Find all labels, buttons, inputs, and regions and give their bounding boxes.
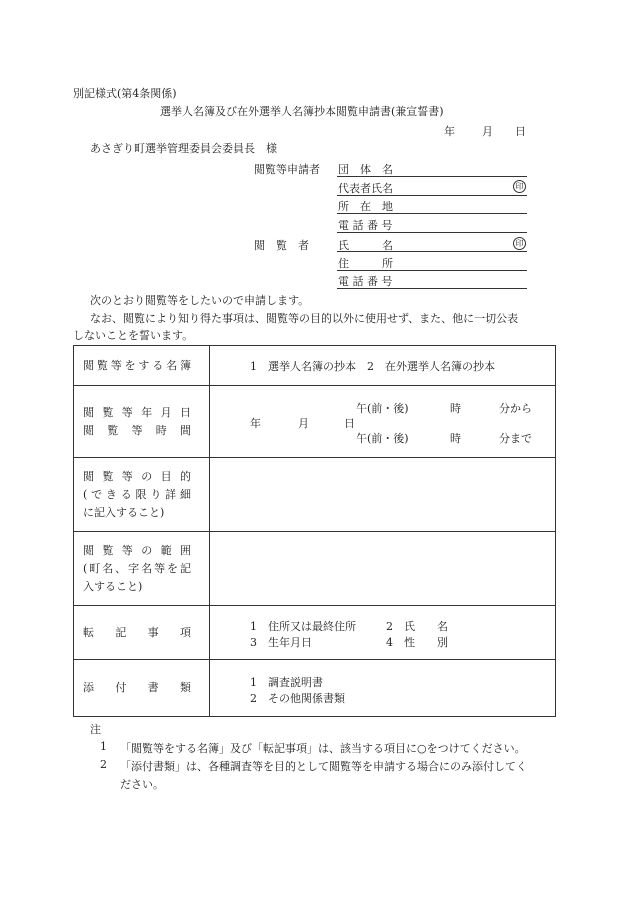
form-title: 選挙人名簿及び在外選挙人名簿抄本閲覧申請書(兼宣誓書)	[160, 105, 444, 118]
scope-label-cell	[74, 532, 210, 606]
purpose-label-cell	[74, 458, 210, 532]
applicant-section-label: 閲覧等申請者	[254, 163, 320, 176]
transcription-label-cell	[74, 606, 210, 660]
list-type-options: 1 選挙人名簿の抄本 2 在外選挙人名簿の抄本	[250, 360, 495, 373]
viewer-section-label: 閲 覧 者	[254, 239, 309, 252]
table-row	[74, 660, 556, 717]
attachments-label: 添付書類	[83, 681, 191, 694]
table-row	[74, 386, 556, 458]
from-ampm: 午(前・後)	[356, 402, 409, 415]
viewer-address-field[interactable]	[337, 270, 527, 271]
note-2-text: 「添付書類」は、各種調査等を目的として閲覧等を申請する場合にのみ添付してく	[120, 760, 527, 773]
note-2-text-cont: ださい。	[120, 778, 164, 791]
transcription-label: 転記事項	[83, 625, 191, 639]
attachments-value-cell[interactable]	[210, 660, 556, 717]
to-ampm: 午(前・後)	[356, 432, 409, 445]
transcription-item-sex: 4 性 別	[386, 636, 448, 649]
purpose-value-cell[interactable]	[210, 458, 556, 532]
date-month-label: 月	[482, 125, 493, 138]
org-name-label: 団 体 名	[338, 163, 393, 176]
viewer-address-label: 住 所	[338, 257, 393, 270]
view-date-year: 年	[250, 417, 261, 430]
attachment-item-explanation: 1 調査説明書	[250, 676, 323, 689]
viewer-phone-label: 電 話 番 号	[338, 275, 393, 288]
phone-field[interactable]	[337, 232, 527, 233]
transcription-item-name: 2 氏 名	[386, 620, 448, 633]
scope-note-cont: 入すること)	[83, 579, 143, 593]
statement-apply: 次のとおり閲覧等をしたいので申請します。	[90, 294, 310, 307]
table-row	[74, 606, 556, 660]
rep-name-label: 代表者氏名	[338, 182, 393, 195]
transcription-item-birthdate: 3 生年月日	[250, 636, 312, 649]
address-field[interactable]	[337, 213, 527, 214]
datetime-label-cell	[74, 386, 210, 458]
to-minute: 分まで	[499, 432, 532, 445]
datetime-value-cell[interactable]	[210, 386, 556, 458]
date-year-label: 年	[444, 125, 455, 138]
table-row	[74, 346, 556, 386]
time-label: 閲覧等時間	[83, 423, 191, 437]
list-type-label-cell	[74, 346, 210, 386]
addressee: あさぎり町選挙管理委員会委員長 様	[90, 142, 277, 155]
scope-value-cell[interactable]	[210, 532, 556, 606]
view-date-month: 月	[298, 417, 309, 430]
table-row	[74, 532, 556, 606]
purpose-note-cont: に記入すること)	[83, 505, 165, 519]
viewer-name-label: 氏 名	[338, 239, 393, 252]
seal-mark: 印	[513, 237, 526, 250]
scope-note: (町名、字名等を記	[83, 561, 191, 575]
from-minute: 分から	[499, 402, 532, 415]
transcription-value-cell[interactable]	[210, 606, 556, 660]
notes-heading: 注	[90, 723, 101, 736]
seal-mark: 印	[513, 180, 526, 193]
to-hour: 時	[450, 432, 461, 445]
scope-label: 閲覧等の範囲	[83, 543, 191, 557]
rep-name-field[interactable]	[337, 195, 527, 196]
transcription-item-address: 1 住所又は最終住所	[250, 620, 356, 633]
note-1-number: 1	[100, 740, 107, 753]
note-1-text: 「閲覧等をする名簿」及び「転記事項」は、該当する項目に○をつけてください。	[120, 742, 526, 755]
application-table	[73, 345, 556, 717]
phone-label: 電 話 番 号	[338, 219, 393, 232]
statement-oath-line1: なお、閲覧により知り得た事項は、閲覧等の目的以外に使用せず、また、他に一切公表	[90, 312, 519, 325]
view-date-day: 日	[344, 417, 355, 430]
statement-oath-line2: しないことを誓います。	[73, 329, 194, 342]
list-type-label: 閲覧等をする名簿	[83, 358, 191, 372]
address-label: 所 在 地	[338, 200, 393, 213]
date-label: 閲覧等年月日	[83, 405, 191, 419]
attachments-label-cell	[74, 660, 210, 717]
form-reference: 別記様式(第4条関係)	[73, 87, 177, 100]
note-2-number: 2	[100, 758, 107, 771]
purpose-label: 閲覧等の目的	[83, 469, 191, 483]
org-name-field[interactable]	[337, 176, 527, 177]
from-hour: 時	[450, 402, 461, 415]
table-row	[74, 458, 556, 532]
attachment-item-other: 2 その他関係書類	[250, 692, 345, 705]
date-day-label: 日	[515, 125, 526, 138]
purpose-note: (できる限り詳細	[83, 487, 191, 501]
viewer-phone-field[interactable]	[337, 288, 527, 289]
list-type-value-cell[interactable]	[210, 346, 556, 386]
viewer-name-field[interactable]	[337, 251, 527, 252]
